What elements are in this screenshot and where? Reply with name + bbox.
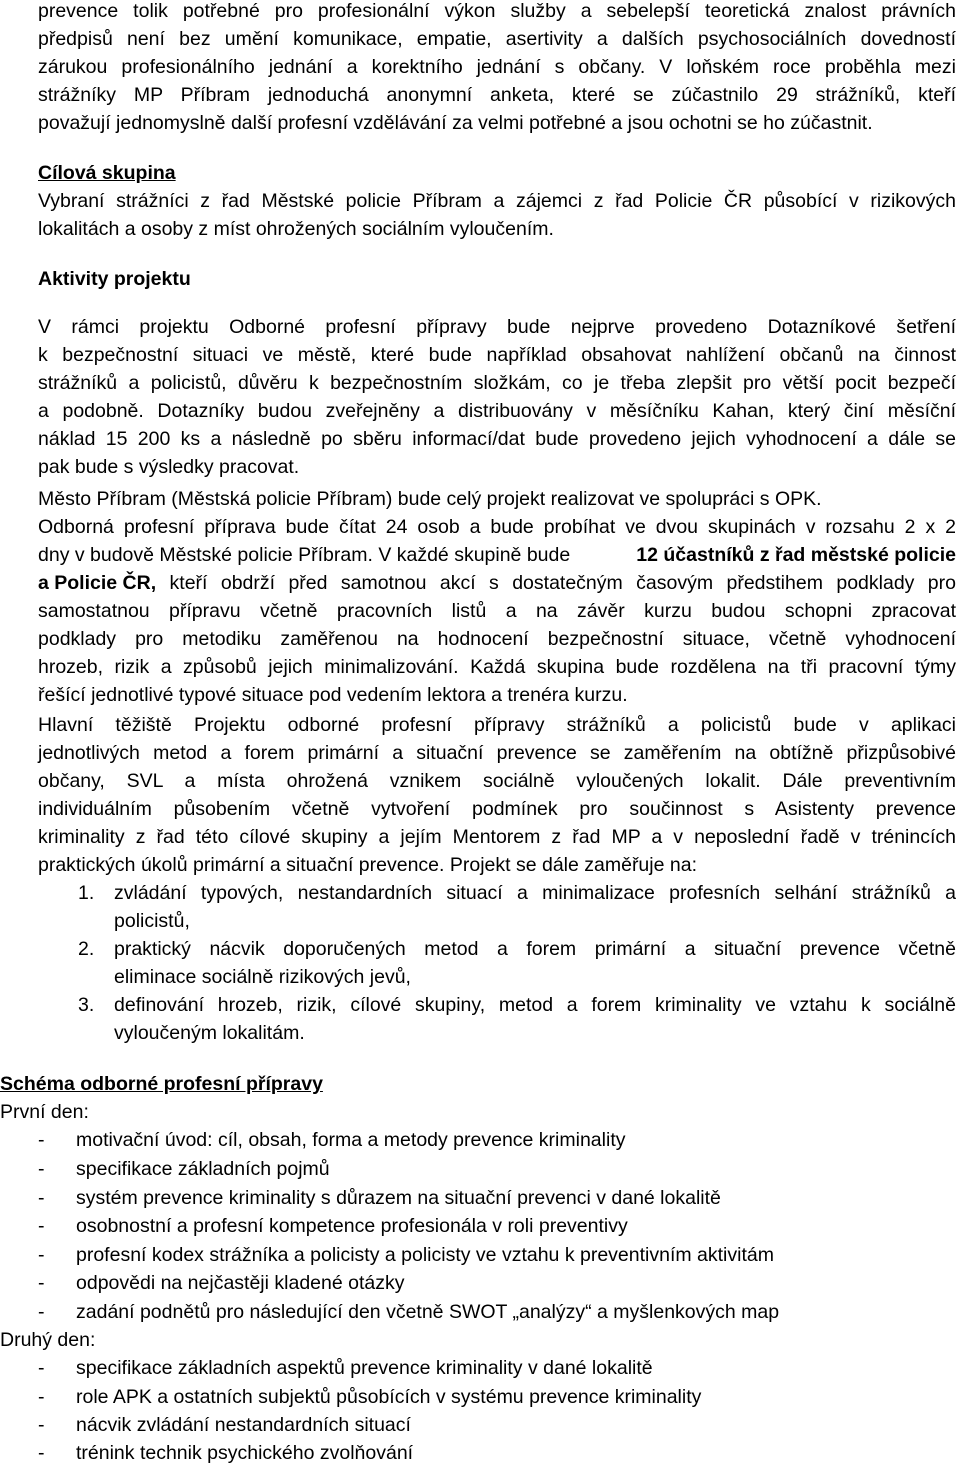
activities-line-20: praktických úkolů primární a situační prevence. Projekt se dále zaměřuje na:: [38, 854, 697, 876]
day-2-bullet-1: -: [38, 1357, 45, 1379]
intro-line-5: považují jednomyslně další profesní vzdělávání za velmi potřebné a jsou ochotni se ho zúčastnit.: [38, 112, 873, 134]
activities-line-2: k bezpečnostní situaci ve městě, které bude například obsahovat nahlížení občanů na činnost: [38, 344, 956, 366]
activities-line-8: Odborná profesní příprava bude čítat 24 osob a bude probíhat ve dvou skupinách v rozsahu 2 x 2: [38, 516, 956, 538]
list-item-2-line-2: eliminace sociálně rizikových jevů,: [114, 966, 411, 988]
day-1-item-1: motivační úvod: cíl, obsah, forma a metody prevence kriminality: [76, 1129, 626, 1151]
day-1-bullet-3: -: [38, 1187, 45, 1209]
intro-line-1: prevence tolik potřebné pro profesionální výkon služby a sebelepší teoretická znalost právních: [38, 0, 956, 22]
activities-line-7: Město Příbram (Městská policie Příbram) bude celý projekt realizovat ve spolupráci s OPK.: [38, 488, 822, 510]
day-1-item-7: zadání podnětů pro následující den včetně SWOT „analýzy“ a myšlenkových map: [76, 1301, 780, 1323]
day-1-bullet-6: -: [38, 1272, 45, 1294]
activities-line-1: V rámci projektu Odborné profesní přípravy bude nejprve provedeno Dotazníkové šetření: [38, 316, 956, 338]
activities-line-6: pak bude s výsledky pracovat.: [38, 456, 300, 478]
list-item-3-line-1: definování hrozeb, rizik, cílové skupiny, metod a forem kriminality ve vztahu k sociálně: [114, 994, 956, 1016]
day-1-item-3: systém prevence kriminality s důrazem na situační prevenci v dané lokalitě: [76, 1187, 721, 1209]
activities-line-16: jednotlivých metod a forem primární a situační prevence se zaměřením na obtížně přizpůsobivé: [38, 742, 956, 764]
day-1-label: První den:: [0, 1101, 89, 1123]
target-group-heading: Cílová skupina: [38, 162, 176, 184]
activities-line-15: Hlavní těžiště Projektu odborné profesní přípravy strážníků a policistů bude v aplikaci: [38, 714, 956, 736]
day-2-bullet-3: -: [38, 1414, 45, 1436]
day-2-label: Druhý den:: [0, 1329, 96, 1351]
activities-line-18: individuálním působením včetně vytvoření podmínek pro součinnost s Asistenty prevence: [38, 798, 956, 820]
day-2-bullet-4: -: [38, 1442, 45, 1464]
activities-heading: Aktivity projektu: [38, 268, 191, 290]
day-1-bullet-2: -: [38, 1158, 45, 1180]
activities-line-10: [38, 569, 956, 597]
day-1-bullet-7: -: [38, 1301, 45, 1323]
list-item-1-line-1: zvládání typových, nestandardních situací a minimalizace profesních selhání strážníků a: [114, 882, 956, 904]
activities-line-17: občany, SVL a místa ohrožená vznikem sociálně vyloučených lokalit. Dále preventivním: [38, 770, 956, 792]
activities-line-9: [38, 541, 956, 569]
day-2-item-1: specifikace základních aspektů prevence kriminality v dané lokalitě: [76, 1357, 653, 1379]
activities-line-14: řešící jednotlivé typové situace pod vedením lektora a trenéra kurzu.: [38, 684, 628, 706]
activities-line-5: náklad 15 200 ks a následně po sběru informací/dat bude provedeno jejich vyhodnocení a dále se: [38, 428, 956, 450]
activities-line-19: kriminality z řad této cílové skupiny a jejím Mentorem z řad MP a v neposlední řadě v trénincích: [38, 826, 956, 848]
activities-line-9-text: dny v budově Městské policie Příbram. V každé skupině bude: [38, 544, 576, 566]
day-2-item-2: role APK a ostatních subjektů působících v systému prevence kriminality: [76, 1386, 702, 1408]
intro-line-3: zárukou profesionálního jednání a korektního jednání s občany. V loňském roce proběhla mezi: [38, 56, 956, 78]
activities-line-9-bold: 12 účastníků z řad městské policie: [636, 544, 956, 566]
activities-line-11: samostatnou přípravu včetně pracovních listů a na závěr kurzu budou schopni zpracovat: [38, 600, 956, 622]
day-2-item-4: trénink technik psychického zvolňování: [76, 1442, 414, 1464]
activities-line-10-bold: a Policie ČR,: [38, 572, 157, 594]
activities-line-12: podklady pro metodiku zaměřenou na hodnocení bezpečnostní situace, včetně vyhodnocení: [38, 628, 956, 650]
day-1-item-5: profesní kodex strážníka a policisty a policisty ve vztahu k preventivním aktivitám: [76, 1244, 774, 1266]
activities-line-3: strážníků a policistů, důvěru k bezpečnostním složkám, co je třeba zlepšit pro větší pocit bezpečí: [38, 372, 956, 394]
day-1-item-2: specifikace základních pojmů: [76, 1158, 330, 1180]
activities-line-4: a podobně. Dotazníky budou zveřejněny a distribuovány v měsíčníku Kahan, který činí měsíční: [38, 400, 956, 422]
schema-heading: Schéma odborné profesní přípravy: [0, 1073, 323, 1095]
activities-line-13: hrozeb, rizik a způsobů jejich minimalizování. Každá skupina bude rozdělena na tři pracovní týmy: [38, 656, 956, 678]
target-group-line-1: Vybraní strážníci z řad Městské policie Příbram a zájemci z řad Policie ČR působící v rizikových: [38, 190, 956, 212]
list-item-3-line-2: vyloučeným lokalitám.: [114, 1022, 305, 1044]
day-1-item-4: osobnostní a profesní kompetence profesionála v roli preventivy: [76, 1215, 628, 1237]
day-1-bullet-1: -: [38, 1129, 45, 1151]
list-item-1-line-2: policistů,: [114, 910, 190, 932]
day-2-bullet-2: -: [38, 1386, 45, 1408]
intro-line-2: předpisů není bez umění komunikace, empatie, asertivity a dalších psychosociálních dovedností: [38, 28, 956, 50]
list-item-2-number: 2.: [78, 938, 95, 960]
day-2-item-3: nácvik zvládání nestandardních situací: [76, 1414, 411, 1436]
list-item-2-line-1: praktický nácvik doporučených metod a forem primární a situační prevence včetně: [114, 938, 956, 960]
day-1-bullet-5: -: [38, 1244, 45, 1266]
list-item-1-number: 1.: [78, 882, 95, 904]
intro-line-4: strážníky MP Příbram jednoduchá anonymní anketa, které se zúčastnilo 29 strážníků, kteří: [38, 84, 956, 106]
activities-line-10-text: kteří obdrží před samotnou akcí s dostatečným časovým předstihem podklady pro: [156, 572, 956, 594]
target-group-line-2: lokalitách a osoby z míst ohrožených sociálním vyloučením.: [38, 218, 554, 240]
day-1-item-6: odpovědi na nejčastěji kladené otázky: [76, 1272, 405, 1294]
day-1-bullet-4: -: [38, 1215, 45, 1237]
list-item-3-number: 3.: [78, 994, 95, 1016]
